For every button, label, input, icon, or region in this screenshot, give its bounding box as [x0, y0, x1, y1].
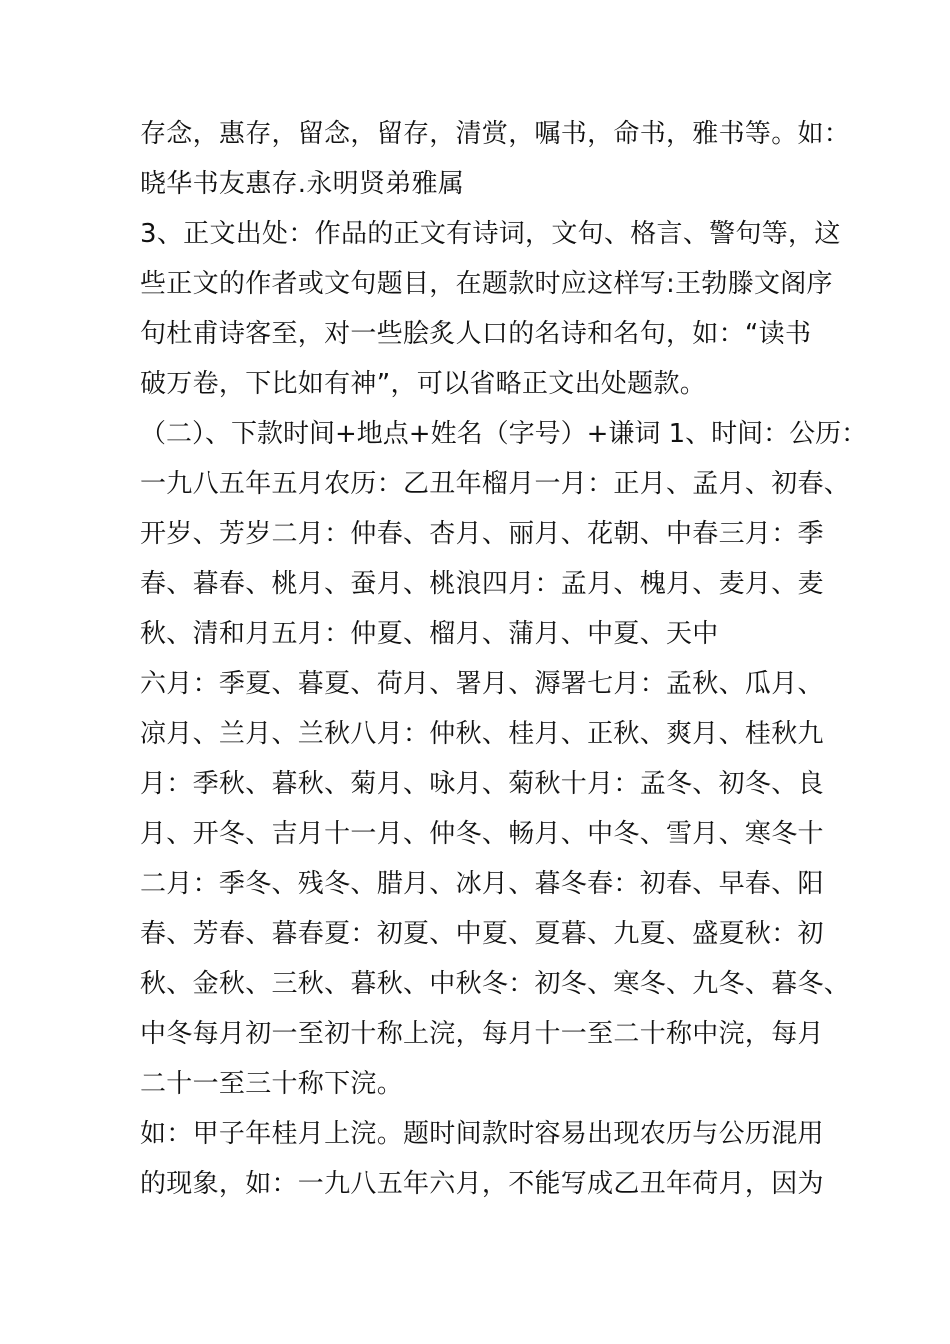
text-line: 春、暮春、桃月、蚕月、桃浪四月：孟月、槐月、麦月、麦 — [140, 569, 824, 599]
text-line: 中冬每月初一至初十称上浣，每月十一至二十称中浣，每月 — [140, 1019, 824, 1049]
text-line: 些正文的作者或文句题目，在题款时应这样写:王勃滕文阁序 — [140, 269, 833, 299]
text-line: 二十一至三十称下浣。 — [140, 1069, 404, 1099]
text-line: 存念，惠存，留念，留存，清赏，嘱书，命书，雅书等。如： — [140, 119, 851, 149]
text-line: 秋、金秋、三秋、暮秋、中秋冬：初冬、寒冬、九冬、暮冬、 — [140, 969, 851, 999]
text-line: 开岁、芳岁二月：仲春、杏月、丽月、花朝、中春三月：季 — [140, 519, 824, 549]
text-line: 句杜甫诗客至，对一些脍炙人口的名诗和名句，如：“读书 — [140, 319, 812, 349]
section-heading-line: （二）、下款时间+地点+姓名（字号）+谦词 1、时间：公历： — [140, 419, 868, 449]
text-line: 如：甲子年桂月上浣。题时间款时容易出现农历与公历混用 — [140, 1119, 824, 1149]
text-line: 3、正文出处：作品的正文有诗词，文句、格言、警句等，这 — [140, 219, 841, 249]
text-line: 秋、清和月五月：仲夏、榴月、蒲月、中夏、天中 — [140, 619, 719, 649]
text-line: 破万卷，下比如有神”，可以省略正文出处题款。 — [140, 369, 707, 399]
text-line: 一九八五年五月农历：乙丑年榴月一月：正月、孟月、初春、 — [140, 469, 851, 499]
text-line: 六月：季夏、暮夏、荷月、署月、溽署七月：孟秋、瓜月、 — [140, 669, 824, 699]
text-line: 凉月、兰月、兰秋八月：仲秋、桂月、正秋、爽月、桂秋九 — [140, 719, 824, 749]
text-line: 晓华书友惠存.永明贤弟雅属 — [140, 169, 465, 199]
text-line: 的现象，如：一九八五年六月，不能写成乙丑年荷月，因为 — [140, 1169, 824, 1199]
document-body — [140, 113, 868, 1213]
text-line: 二月：季冬、残冬、腊月、冰月、暮冬春：初春、早春、阳 — [140, 869, 824, 899]
text-line: 春、芳春、暮春夏：初夏、中夏、夏暮、九夏、盛夏秋：初 — [140, 919, 824, 949]
text-line: 月：季秋、暮秋、菊月、咏月、菊秋十月：孟冬、初冬、良 — [140, 769, 824, 799]
text-line: 月、开冬、吉月十一月、仲冬、畅月、中冬、雪月、寒冬十 — [140, 819, 824, 849]
